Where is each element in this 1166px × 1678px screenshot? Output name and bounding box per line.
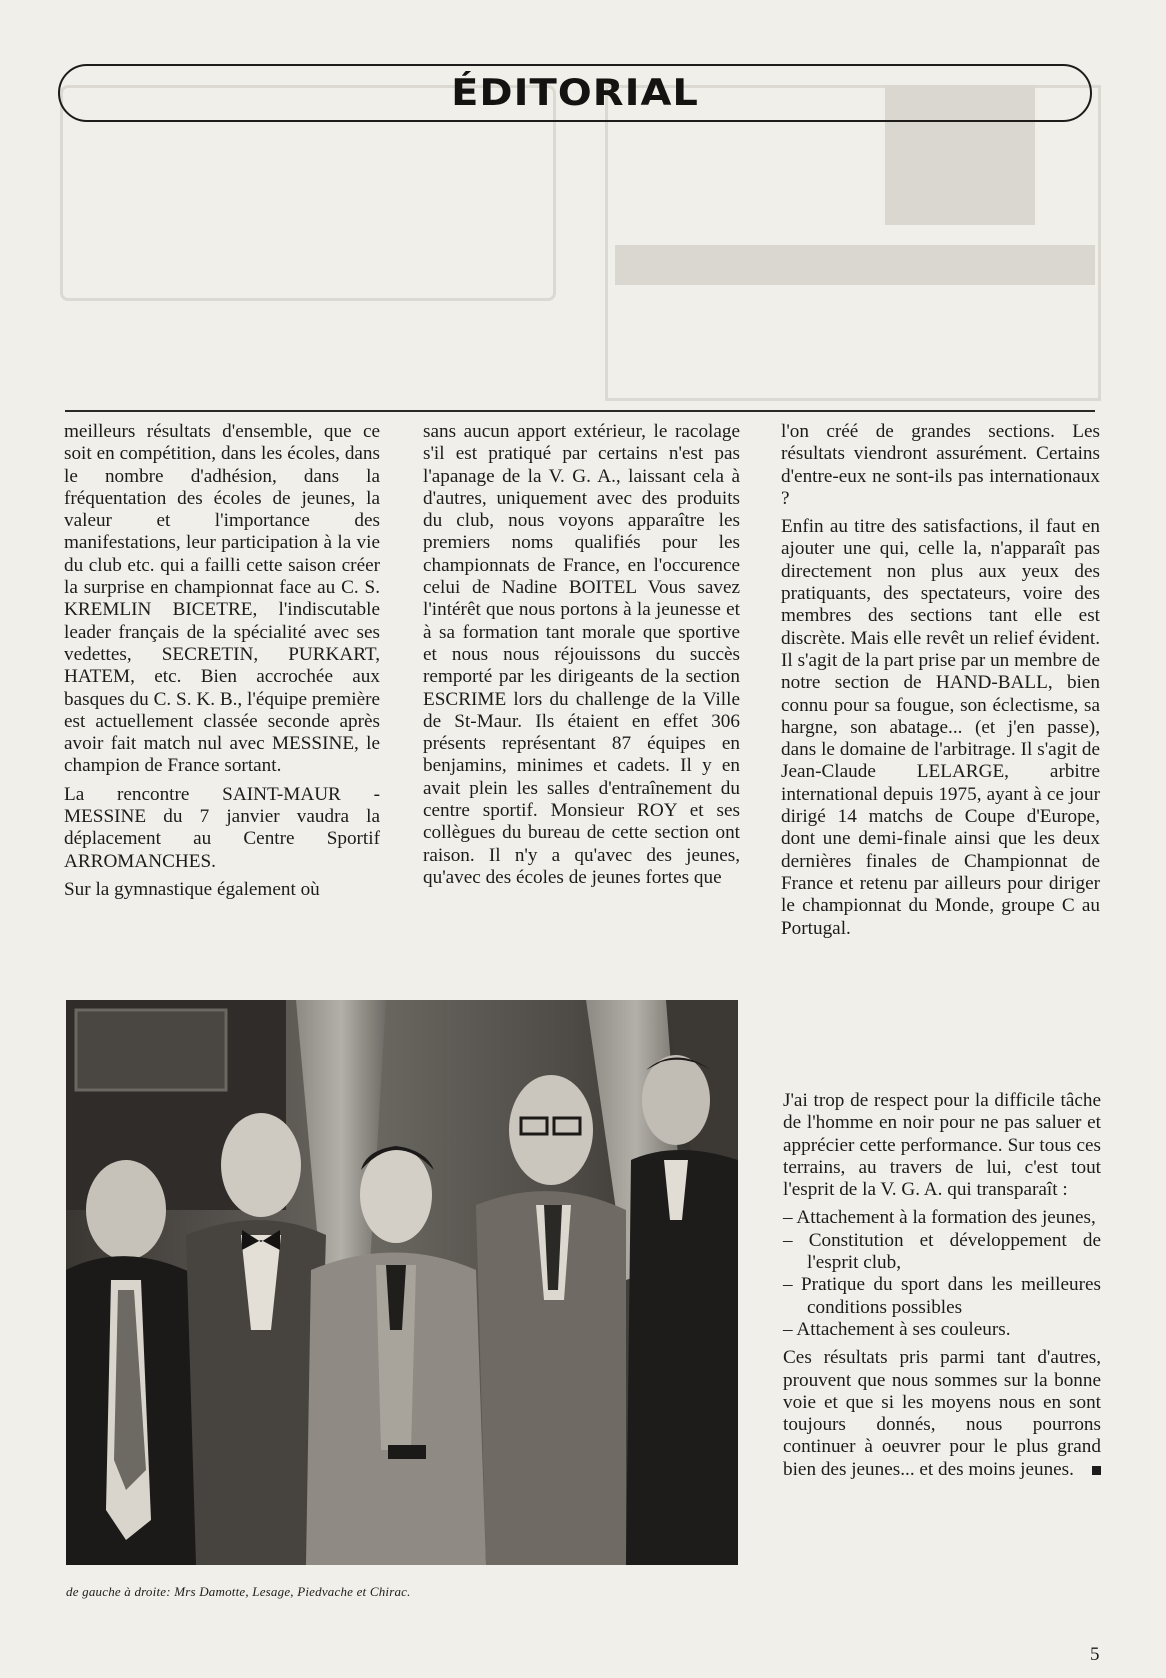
list-item: – Constitution et développement de l'esprit club, (783, 1230, 1101, 1275)
end-of-article-mark (1092, 1466, 1101, 1475)
page-number: 5 (1090, 1644, 1100, 1665)
group-photo (66, 1000, 738, 1565)
list-item: – Pratique du sport dans les meilleures conditions possibles (783, 1274, 1101, 1319)
photo-caption: de gauche à droite: Mrs Damotte, Lesage, Piedvache et Chirac. (66, 1584, 411, 1599)
page-title: ÉDITORIAL (451, 71, 699, 115)
list-item: – Attachement à ses couleurs. (783, 1319, 1101, 1341)
paragraph: La rencontre SAINT-MAUR - MESSINE du 7 janvier vaudra la déplacement au Centre Sportif ARROMANCHES. (64, 783, 380, 872)
paragraph: J'ai trop de respect pour la difficile tâche de l'homme en noir pour ne pas saluer et apprécier cette performance. Sur tous ces terrains, au travers de lui, c'est tout l'esprit de la V. G. A. qui transparaît : (783, 1090, 1101, 1201)
values-list (783, 1207, 1101, 1341)
paragraph: Sur la gymnastique également où (64, 878, 320, 900)
column-rule (65, 410, 1095, 412)
paragraph (783, 1347, 1101, 1481)
paragraph: sans aucun apport extérieur, le racolage s'il est pratiqué par certains n'est pas l'apanage de la V. G. A., laissant cela à d'autres, uniquement avec des produits du club, nous voyons apparaître les premiers noms qualifiés pour les championnats de France, en l'occurence celui de Nadine BOITEL Vous savez l'intérêt que nous portons à la jeunesse et à sa formation tant morale que sportive et nous nous réjouissons du succès remporté par les dirigeants de la section ESCRIME lors du challenge de la Ville de St-Maur. Ils étaient en effet 306 présents représentant 87 équipes en benjamins, minimes et cadets. Il y en avait plein les salles d'entraînement du centre sportif. Monsieur ROY et ses collègues du bureau de cette section ont raison. Il n'y a qu'avec des jeunes, qu'avec des écoles de jeunes fortes que (423, 421, 740, 888)
paragraph: Enfin au titre des satisfactions, il faut en ajouter une qui, celle la, n'apparaît pas directement non plus aux yeux des pratiquants, des spectateurs, voire des membres des sections tant elle est discrète. Mais elle revêt un relief évident. Il s'agit de la part prise par un membre de notre section de HAND-BALL, bien connu pour sa fougue, son éclectisme, sa hargne, son abatage... (et j'en passe), dans le domaine de l'arbitrage. Il s'agit de Jean-Claude LELARGE, arbitre international depuis 1975, ayant à ce jour dirigé 14 matchs de Coupe d'Europe, dont une demi-finale ainsi que les deux dernières finales de Championnat de France et retenu par ailleurs pour diriger le championnat du Monde, groupe C au Portugal. (781, 516, 1100, 939)
list-item: – Attachement à la formation des jeunes, (783, 1207, 1101, 1229)
editorial-header (58, 64, 1092, 122)
column-2 (423, 421, 740, 895)
paragraph: meilleurs résultats d'ensemble, que ce soit en compétition, dans les écoles, dans le nombre d'adhésion, dans la fréquentation des écoles de jeunes, la valeur et l'importance des manifestations, leur participation à la vie du club etc. qui a failli cette saison créer la surprise en championnat face au C. S. KREMLIN BICETRE, l'indiscutable leader français de la spécialité avec ses vedettes, SECRETIN, PURKART, HATEM, etc. Bien accrochée aux basques du C. S. K. B., l'équipe première est actuellement classée seconde après avoir fait match nul avec MESSINE, le champion de France sortant. (64, 421, 380, 777)
bleed-through-block (615, 245, 1095, 285)
closing-text: Ces résultats pris parmi tant d'autres, prouvent que nous sommes sur la bonne voie et que si les moyens nous en sont toujours donnés, nous pourrons continuer à oeuvrer pour le plus grand bien des jeunes... et des moins jeunes. (783, 1347, 1101, 1480)
column-3 (781, 421, 1100, 946)
column-3-continued (783, 1090, 1101, 1487)
bleed-through-frame (605, 85, 1101, 401)
column-1 (64, 421, 380, 907)
paragraph: l'on créé de grandes sections. Les résultats viendront assurément. Certains d'entre-eux ne sont-ils pas internationaux ? (781, 421, 1100, 509)
